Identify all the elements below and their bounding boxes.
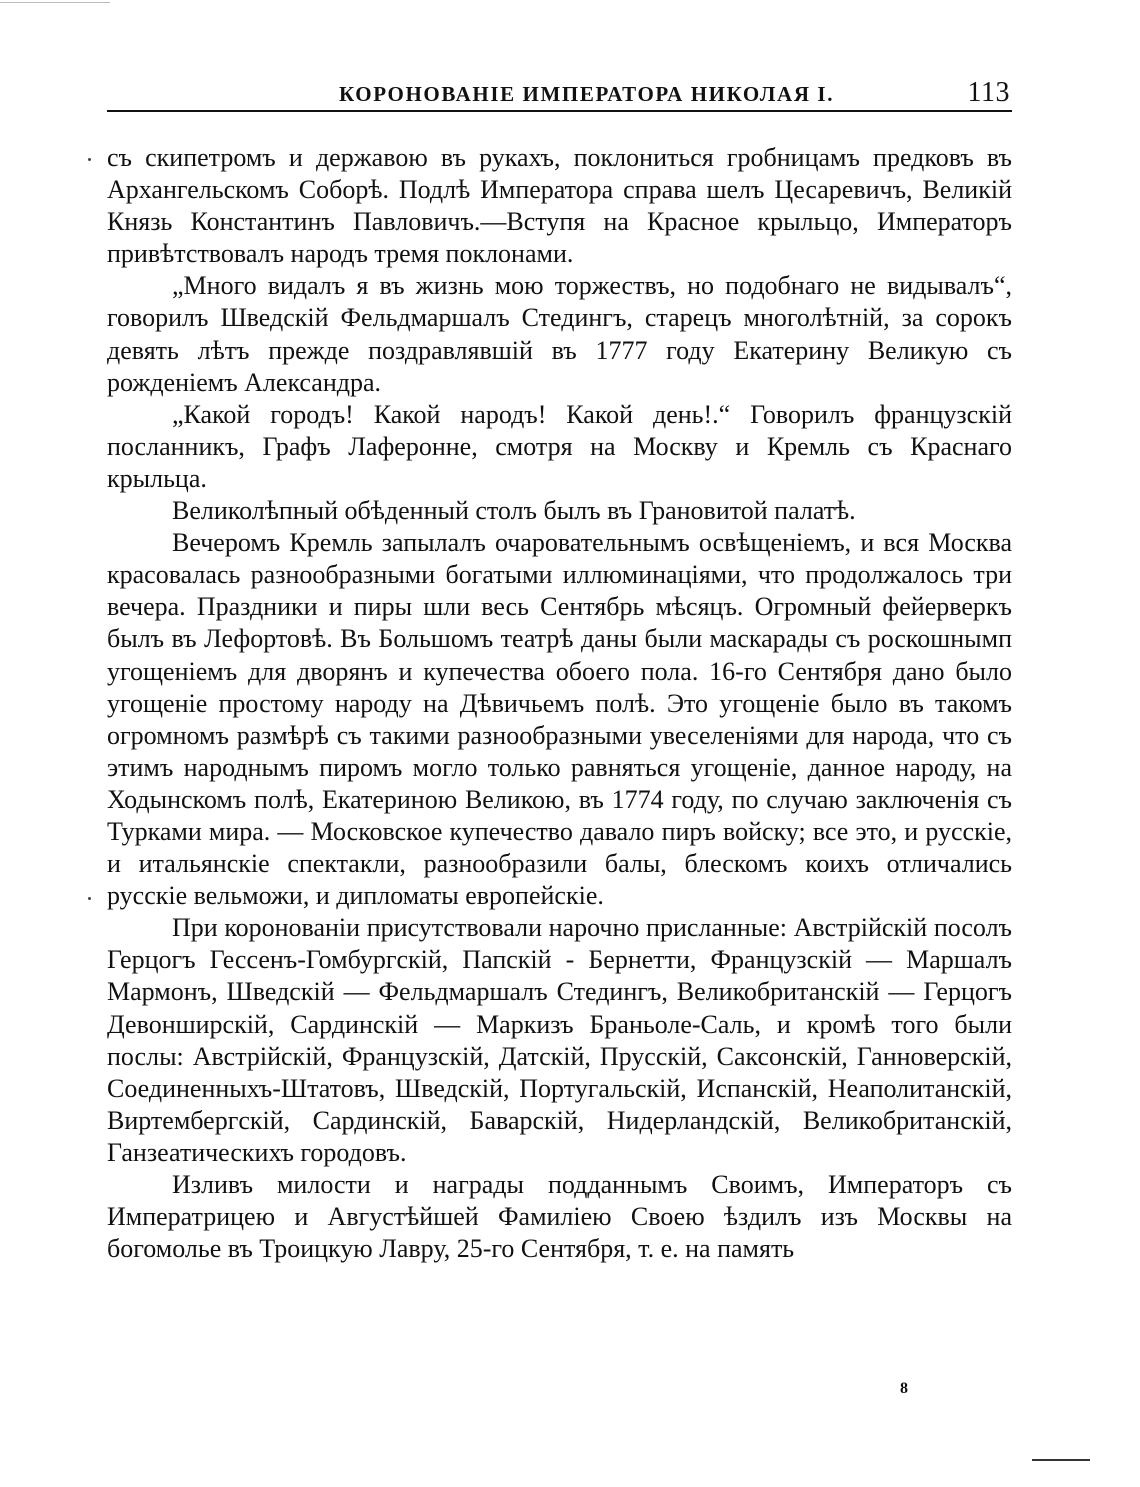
paragraph-6: При коронованіи присутствовали нарочно присланные: Австрійскій посолъ Герцогъ Гессенъ-Гомбургскій, Папскій - Бернетти, Французскій — Маршалъ Мармонъ, Шведскій — Фельдмаршалъ Стедингъ, Великобританскій — Герцогъ Девонширскій, Сардинскій — Маркизъ Браньоле-Саль, и кромѣ того были послы: Австрійскій, Французскій, Датскій, Прусскій, Саксонскій, Ганноверскій, Соединенныхъ-Штатовъ, Шведскій, Португальскій, Испанскій, Неаполитанскій, Виртембергскій, Сардинскій, Баварскій, Нидерландскій, Великобританскій, Ганзеатическихъ городовъ. (107, 913, 1012, 1167)
printer-signature-mark: 8 (900, 1380, 908, 1397)
paragraph-4: Великолѣпный обѣденный столъ былъ въ Грановитой палатѣ. (172, 496, 856, 526)
paragraph-3: „Какой городъ! Какой народъ! Какой день!.“ Говорилъ французскій посланникъ, Графъ Лаферонне, смотря на Москву и Кремль съ Краснаго крыльца. (107, 399, 1012, 493)
body-text (107, 142, 1012, 1265)
running-header (107, 76, 1012, 112)
running-title: КОРОНОВАНІЕ ИМПЕРАТОРА НИКОЛАЯ I. (339, 82, 835, 106)
scan-edge-mark (0, 2, 110, 5)
page-number: 113 (967, 77, 1010, 108)
margin-speck (88, 158, 91, 161)
bottom-edge-rule (1032, 1459, 1090, 1461)
paragraph-5: Вечеромъ Кремль запылалъ очаровательнымъ освѣщеніемъ, и вся Москва красовалась разнообразными богатыми иллюминаціями, что продолжалось три вечера. Праздники и пиры шли весь Сентябрь мѣсяцъ. Огромный фейерверкъ былъ въ Лефортовѣ. Въ Большомъ театрѣ даны были маскарады съ роскошнымп угощеніемъ для дворянъ и купечества обоего пола. 16-го Сентября дано было угощеніе простому народу на Дѣвичьемъ полѣ. Это угощеніе было въ такомъ огромномъ размѣрѣ съ такими разнообразными увеселеніями для народа, что съ этимъ народнымъ пиромъ могло только равняться угощеніе, данное народу, на Ходынскомъ полѣ, Екатериною Великою, въ 1774 году, по случаю заключенія съ Турками мира. — Московское купечество давало пиръ войску; все это, и русскіе, и итальянскіе спектакли, разнообразили балы, блескомъ коихъ отличались русскіе вельможи, и дипломаты европейскіе. (107, 528, 1012, 911)
paragraph-7: Изливъ милости и награды подданнымъ Своимъ, Императоръ съ Императрицею и Августѣйшей Фамиліею Своею ѣздилъ изъ Москвы на богомолье въ Троицкую Лавру, 25-го Сентября, т. е. на память (107, 1170, 1012, 1264)
margin-speck (88, 897, 91, 900)
paragraph-1: съ скипетромъ и державою въ рукахъ, поклониться гробницамъ предковъ въ Архангельскомъ Соборѣ. Подлѣ Императора справа шелъ Цесаревичъ, Великій Князь Константинъ Павловичъ.—Вступя на Красное крыльцо, Императоръ привѣтствовалъ народъ тремя поклонами. (107, 143, 1012, 269)
paragraph-2: „Много видалъ я въ жизнь мою торжествъ, но подобнаго не видывалъ“, говорилъ Шведскій Фельдмаршалъ Стедингъ, старецъ многолѣтній, за сорокъ девять лѣтъ прежде поздравлявшій въ 1777 году Екатерину Великую съ рожденіемъ Александра. (107, 271, 1012, 397)
